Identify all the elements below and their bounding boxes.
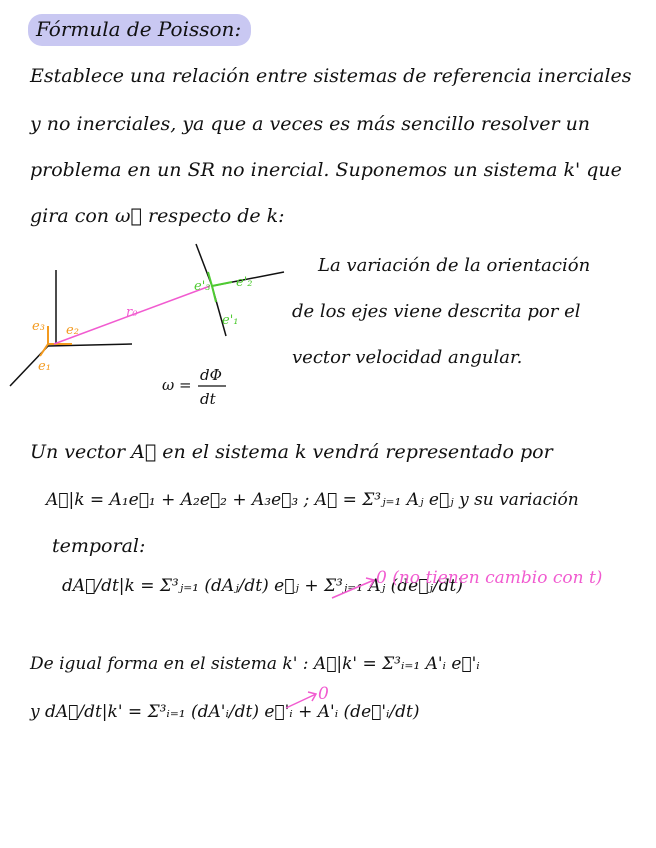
label-k-e3: e₃ bbox=[32, 319, 45, 334]
label-k-e2: e₂ bbox=[66, 323, 79, 338]
intro-line-1: Establece una relación entre sistemas de referencia inerciales bbox=[30, 65, 632, 87]
omega-numerator: dΦ bbox=[200, 366, 222, 384]
section2-line-4: dA⃗/dt|k = Σ³ⱼ₌₁ (dAⱼ/dt) e⃗ⱼ + Σ³ⱼ₌₁ Aⱼ (de⃗ⱼ/dt) bbox=[62, 576, 463, 596]
label-r0: r₀ bbox=[126, 305, 138, 320]
note-arrow bbox=[330, 572, 380, 602]
intro-line-3: problema en un SR no inercial. Suponemos un sistema k' que bbox=[30, 159, 622, 181]
section3-zero-mark: 0 bbox=[318, 684, 329, 704]
side-text-line-3: vector velocidad angular. bbox=[292, 347, 523, 368]
omega-lhs: ω = bbox=[162, 376, 192, 394]
omega-denominator: dt bbox=[200, 390, 216, 408]
section2-line-1: Un vector A⃗ en el sistema k vendrá representado por bbox=[30, 441, 553, 463]
unit-vectors-k-prime bbox=[208, 272, 232, 302]
reference-frames-diagram bbox=[0, 240, 290, 420]
side-text-line-1: La variación de la orientación bbox=[318, 255, 591, 276]
zero-note: 0 (no tienen cambio con t) bbox=[376, 568, 603, 588]
label-kp-e1: e'₁ bbox=[222, 313, 239, 328]
section3-line-2: y dA⃗/dt|k' = Σ³ᵢ₌₁ (dA'ᵢ/dt) e⃗'ᵢ + A'ᵢ (de⃗'ᵢ/dt) bbox=[30, 702, 420, 722]
label-kp-e2: e'₂ bbox=[236, 275, 253, 290]
label-kp-e3: e'₃ bbox=[194, 279, 211, 294]
side-text-line-2: de los ejes viene descrita por el bbox=[292, 301, 581, 322]
section2-line-2: A⃗|k = A₁e⃗₁ + A₂e⃗₂ + A₃e⃗₃ ; A⃗ = Σ³ⱼ₌₁ Aⱼ e⃗ⱼ y su variación bbox=[46, 490, 579, 510]
label-k-e1: e₁ bbox=[38, 359, 51, 374]
section3-line-1: De igual forma en el sistema k' : A⃗|k' = Σ³ᵢ₌₁ A'ᵢ e⃗'ᵢ bbox=[30, 654, 480, 674]
intro-line-2: y no inerciales, ya que a veces es más sencillo resolver un bbox=[30, 113, 591, 135]
page-title: Fórmula de Poisson: bbox=[28, 14, 251, 46]
section2-line-3: temporal: bbox=[52, 535, 146, 557]
intro-line-4: gira con ω⃗ respecto de k: bbox=[30, 205, 285, 227]
